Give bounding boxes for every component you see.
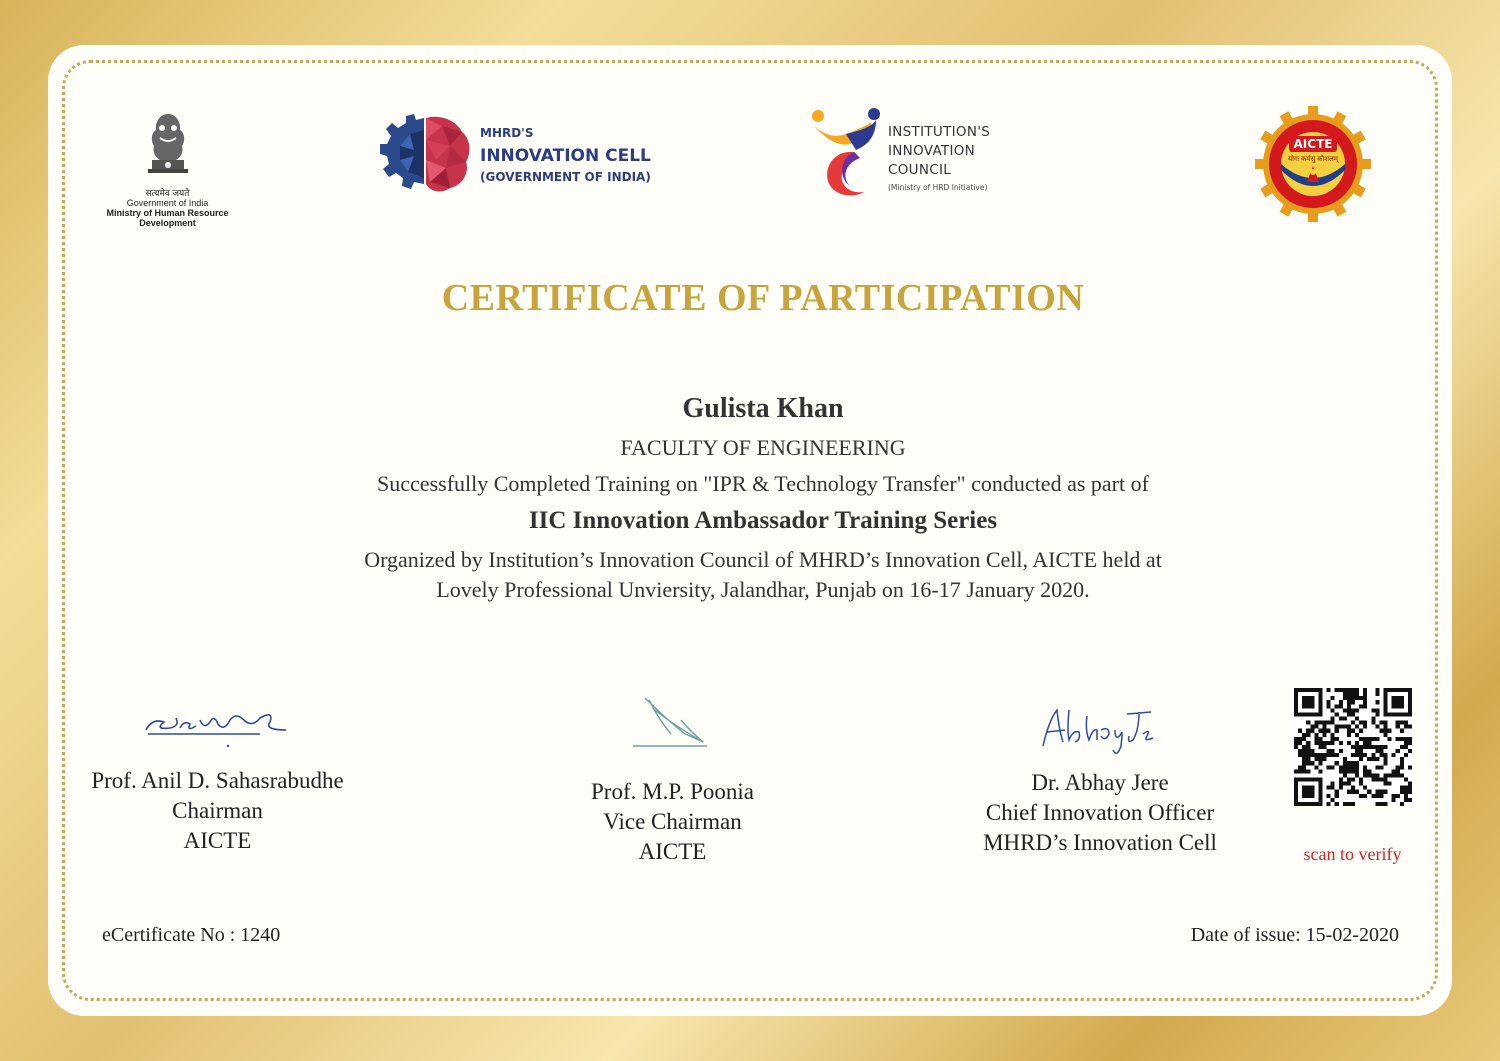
signatory-1-org: AICTE bbox=[183, 828, 252, 853]
signatory-2 bbox=[560, 777, 785, 867]
signatory-1-role: Chairman bbox=[172, 798, 263, 823]
aicte-seal-label: AICTE bbox=[1293, 137, 1333, 151]
mic-logo-title: INNOVATION CELL bbox=[480, 146, 651, 166]
signatory-3 bbox=[950, 768, 1250, 858]
signatory-1-name: Prof. Anil D. Sahasrabudhe bbox=[91, 768, 344, 793]
organizer-line-2: Lovely Professional Unviersity, Jalandhar, Punjab on 16-17 January 2020. bbox=[436, 577, 1090, 602]
iic-logo bbox=[810, 108, 1020, 200]
aicte-seal-motto: योगः कर्मसु कौशलम् bbox=[1288, 155, 1338, 163]
recipient-department: FACULTY OF ENGINEERING bbox=[620, 435, 906, 460]
verification-qr-code[interactable] bbox=[1294, 688, 1412, 806]
certificate-title: CERTIFICATE OF PARTICIPATION bbox=[441, 277, 1085, 319]
signatory-1 bbox=[60, 766, 375, 856]
emblem-dept-label: Development bbox=[139, 218, 196, 228]
ecertificate-number: eCertificate No : 1240 bbox=[102, 924, 281, 946]
recipient-name: Gulista Khan bbox=[682, 393, 844, 424]
signatory-2-org: AICTE bbox=[638, 839, 707, 864]
mhrd-innovation-cell-logo bbox=[380, 112, 670, 198]
aicte-gear-seal-icon bbox=[1255, 106, 1371, 222]
signature-sahasrabudhe bbox=[140, 700, 300, 755]
emblem-motto: सत्यमेव जयते bbox=[145, 188, 190, 198]
mic-logo-subtitle: (GOVERNMENT OF INDIA) bbox=[480, 170, 651, 184]
iic-line2: INNOVATION bbox=[888, 143, 976, 159]
emblem-ministry-label: Ministry of Human Resource bbox=[106, 208, 229, 218]
mic-logo-small-text: MHRD'S bbox=[480, 126, 534, 140]
organizer-line-1: Organized by Institution’s Innovation Council of MHRD’s Innovation Cell, AICTE held at bbox=[364, 547, 1162, 572]
govt-india-emblem-logo bbox=[100, 108, 235, 226]
aicte-logo bbox=[1255, 106, 1371, 222]
signatory-3-name: Dr. Abhay Jere bbox=[1031, 770, 1169, 795]
iic-line1: INSTITUTION'S bbox=[888, 124, 991, 140]
signatory-2-role: Vice Chairman bbox=[603, 809, 742, 834]
emblem-govt-label: Government of India bbox=[126, 198, 209, 208]
signatory-3-org: MHRD’s Innovation Cell bbox=[983, 830, 1217, 855]
lion-capital-icon bbox=[138, 108, 198, 183]
signature-jere bbox=[1035, 700, 1160, 760]
training-series-title: IIC Innovation Ambassador Training Series bbox=[528, 507, 998, 534]
training-description: Successfully Completed Training on "IPR & Technology Transfer" conducted as part of bbox=[377, 471, 1149, 496]
signatory-2-name: Prof. M.P. Poonia bbox=[591, 779, 754, 804]
signatory-3-role: Chief Innovation Officer bbox=[985, 800, 1215, 825]
brain-gear-icon bbox=[380, 112, 472, 198]
signature-poonia bbox=[625, 690, 715, 754]
iic-figure-icon bbox=[810, 108, 882, 200]
iic-note: (Ministry of HRD Initiative) bbox=[888, 183, 988, 192]
date-of-issue: Date of issue: 15-02-2020 bbox=[1190, 924, 1399, 946]
scan-to-verify-label: scan to verify bbox=[1303, 844, 1402, 864]
iic-line3: COUNCIL bbox=[888, 162, 952, 178]
